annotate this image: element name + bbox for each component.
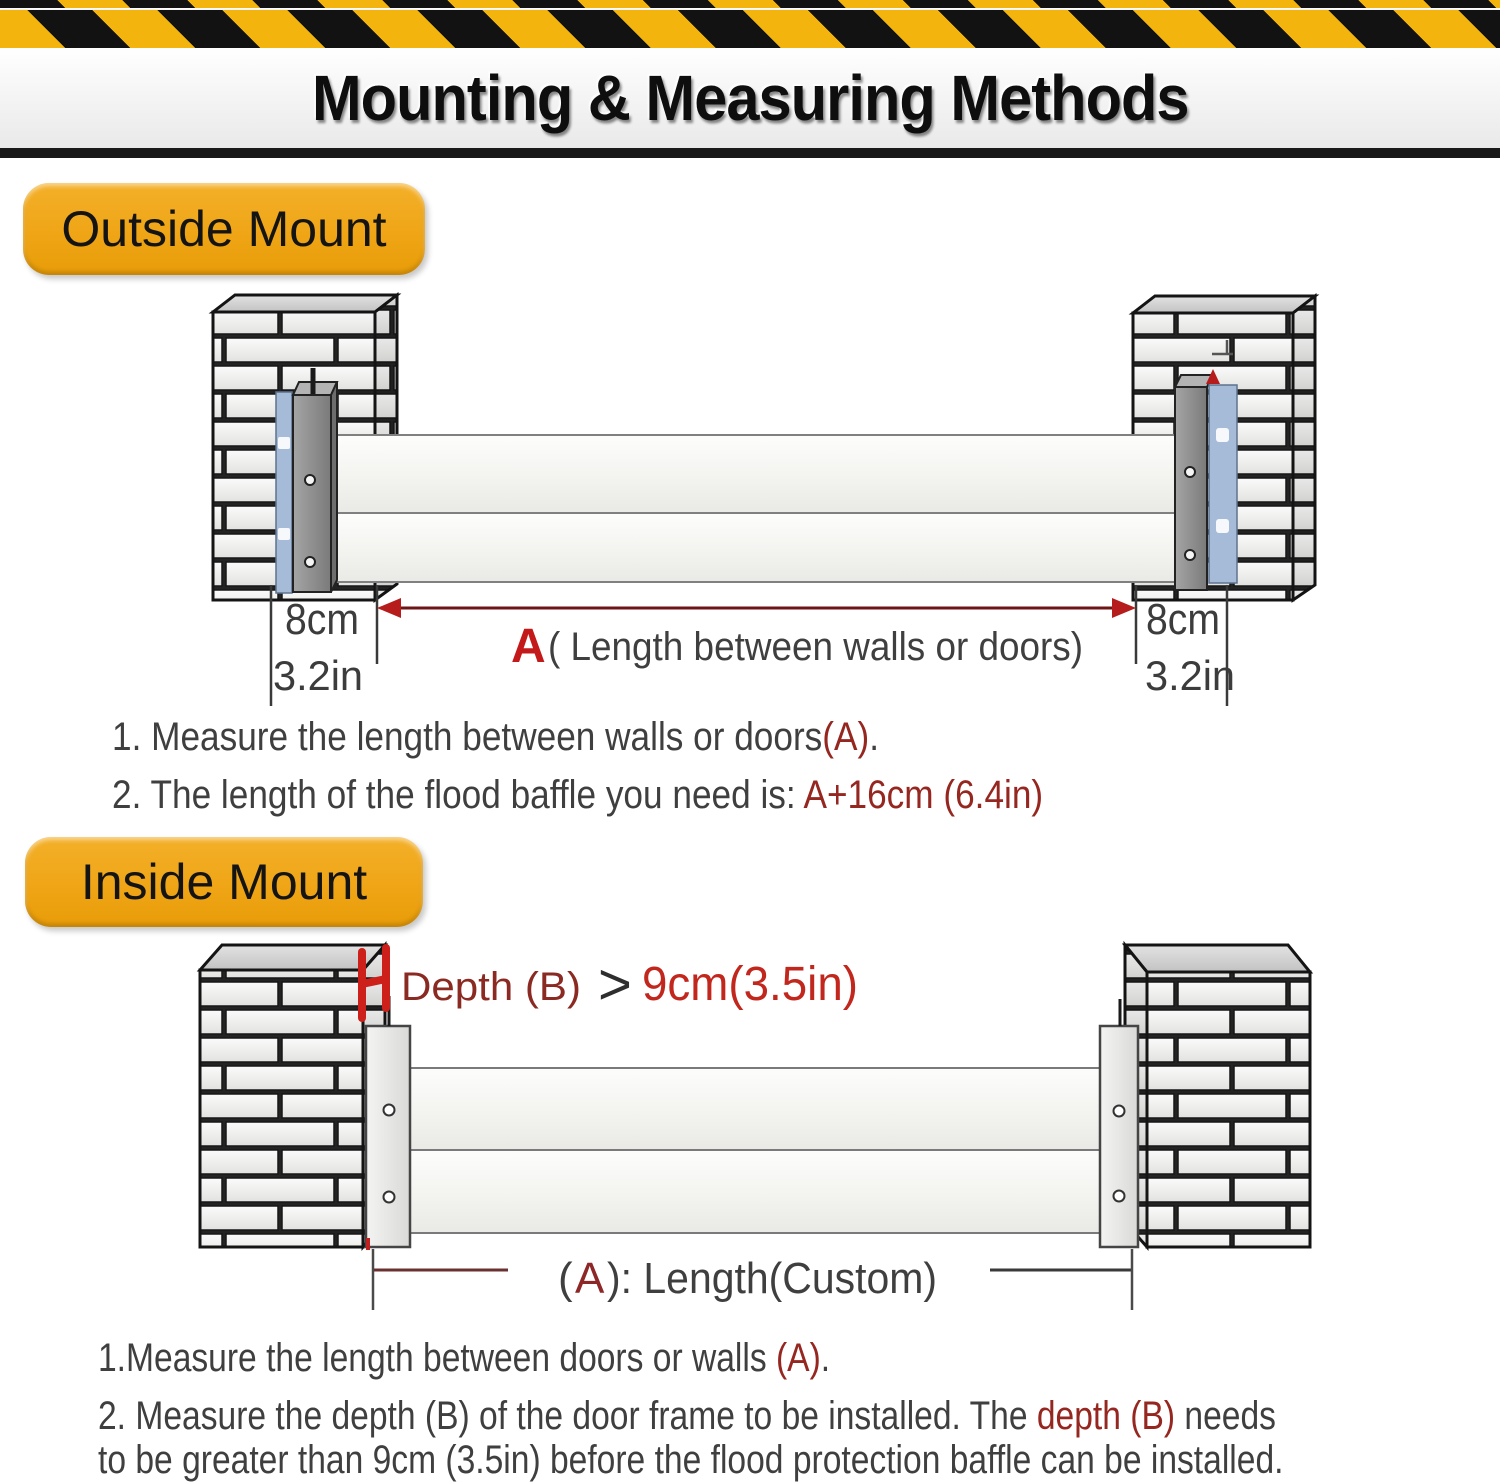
inside-mount-badge (25, 837, 423, 927)
inside-step-2-line-2: to be greater than 9cm (3.5in) before the flood protection baffle can be installed. (98, 1438, 1284, 1482)
outside-mount-badge (23, 183, 425, 275)
caution-tape-top-sliver (0, 0, 1500, 8)
outside-mount-steps (112, 712, 1170, 828)
depth-value-text: 9cm(3.5in) (642, 958, 858, 1011)
screw-hole (1114, 1106, 1125, 1117)
span-label-a: A (511, 620, 546, 673)
inside-step-1: 1.Measure the length between doors or walls (A). (98, 1336, 831, 1380)
outside-step-2: 2. The length of the flood baffle you need is: A+16cm (6.4in) (112, 773, 1044, 817)
offset-right-in: 3.2in (1145, 652, 1235, 699)
screw-hole (384, 1192, 395, 1203)
gasket-strip (1209, 385, 1237, 583)
length-measurement (373, 1249, 1132, 1310)
gasket-strip (276, 392, 292, 593)
highlight-a: (A) (822, 715, 870, 759)
inside-mount-steps (98, 1336, 1500, 1482)
screw-hole (384, 1105, 395, 1116)
offset-right-cm: 8cm (1146, 595, 1220, 644)
greater-than-sign: > (598, 952, 632, 1017)
brick-pillar-left (200, 945, 385, 1247)
highlight-depth-b: depth (B) (1036, 1394, 1176, 1438)
header (0, 48, 1500, 148)
brick-pillar-right (1125, 945, 1310, 1247)
caution-tape-band (0, 10, 1500, 48)
mounting-bracket-right (1175, 369, 1237, 590)
header-divider-bar (0, 148, 1500, 158)
highlight-a: (A) (775, 1336, 821, 1380)
depth-label-text: Depth (B) (401, 965, 581, 1009)
length-measurement (271, 585, 1235, 706)
span-label-text: ( Length between walls or doors) (548, 625, 1083, 669)
screw-hole (1114, 1191, 1125, 1202)
inside-mount-badge-label: Inside Mount (80, 854, 368, 910)
offset-left-in: 3.2in (273, 652, 363, 699)
screw-hole (1185, 467, 1195, 477)
flood-baffle-panels (405, 1068, 1105, 1233)
outside-mount-badge-label: Outside Mount (61, 201, 387, 257)
depth-label (401, 952, 858, 1017)
inside-mount-diagram (0, 935, 1500, 1335)
inside-step-2-line-1: 2. Measure the depth (B) of the door frame to be installed. The depth (B) needs (98, 1394, 1276, 1438)
mounting-bracket-left (276, 368, 337, 593)
offset-left-cm: 8cm (285, 595, 359, 644)
mounting-plate-left (366, 996, 410, 1250)
length-label-open: ( (558, 1254, 573, 1303)
page-title: Mounting & Measuring Methods (311, 62, 1189, 134)
outside-step-1: 1. Measure the length between walls or doors(A). (112, 715, 880, 759)
flood-baffle-panels (330, 435, 1180, 582)
length-label-a: A (575, 1254, 605, 1303)
screw-hole (305, 557, 315, 567)
outside-mount-diagram (0, 278, 1500, 712)
mounting-plate-right (1100, 999, 1138, 1247)
screw-hole (1185, 550, 1195, 560)
screw-hole (305, 475, 315, 485)
highlight-formula: A+16cm (6.4in) (803, 773, 1044, 817)
length-label-rest: ): Length(Custom) (607, 1254, 937, 1303)
